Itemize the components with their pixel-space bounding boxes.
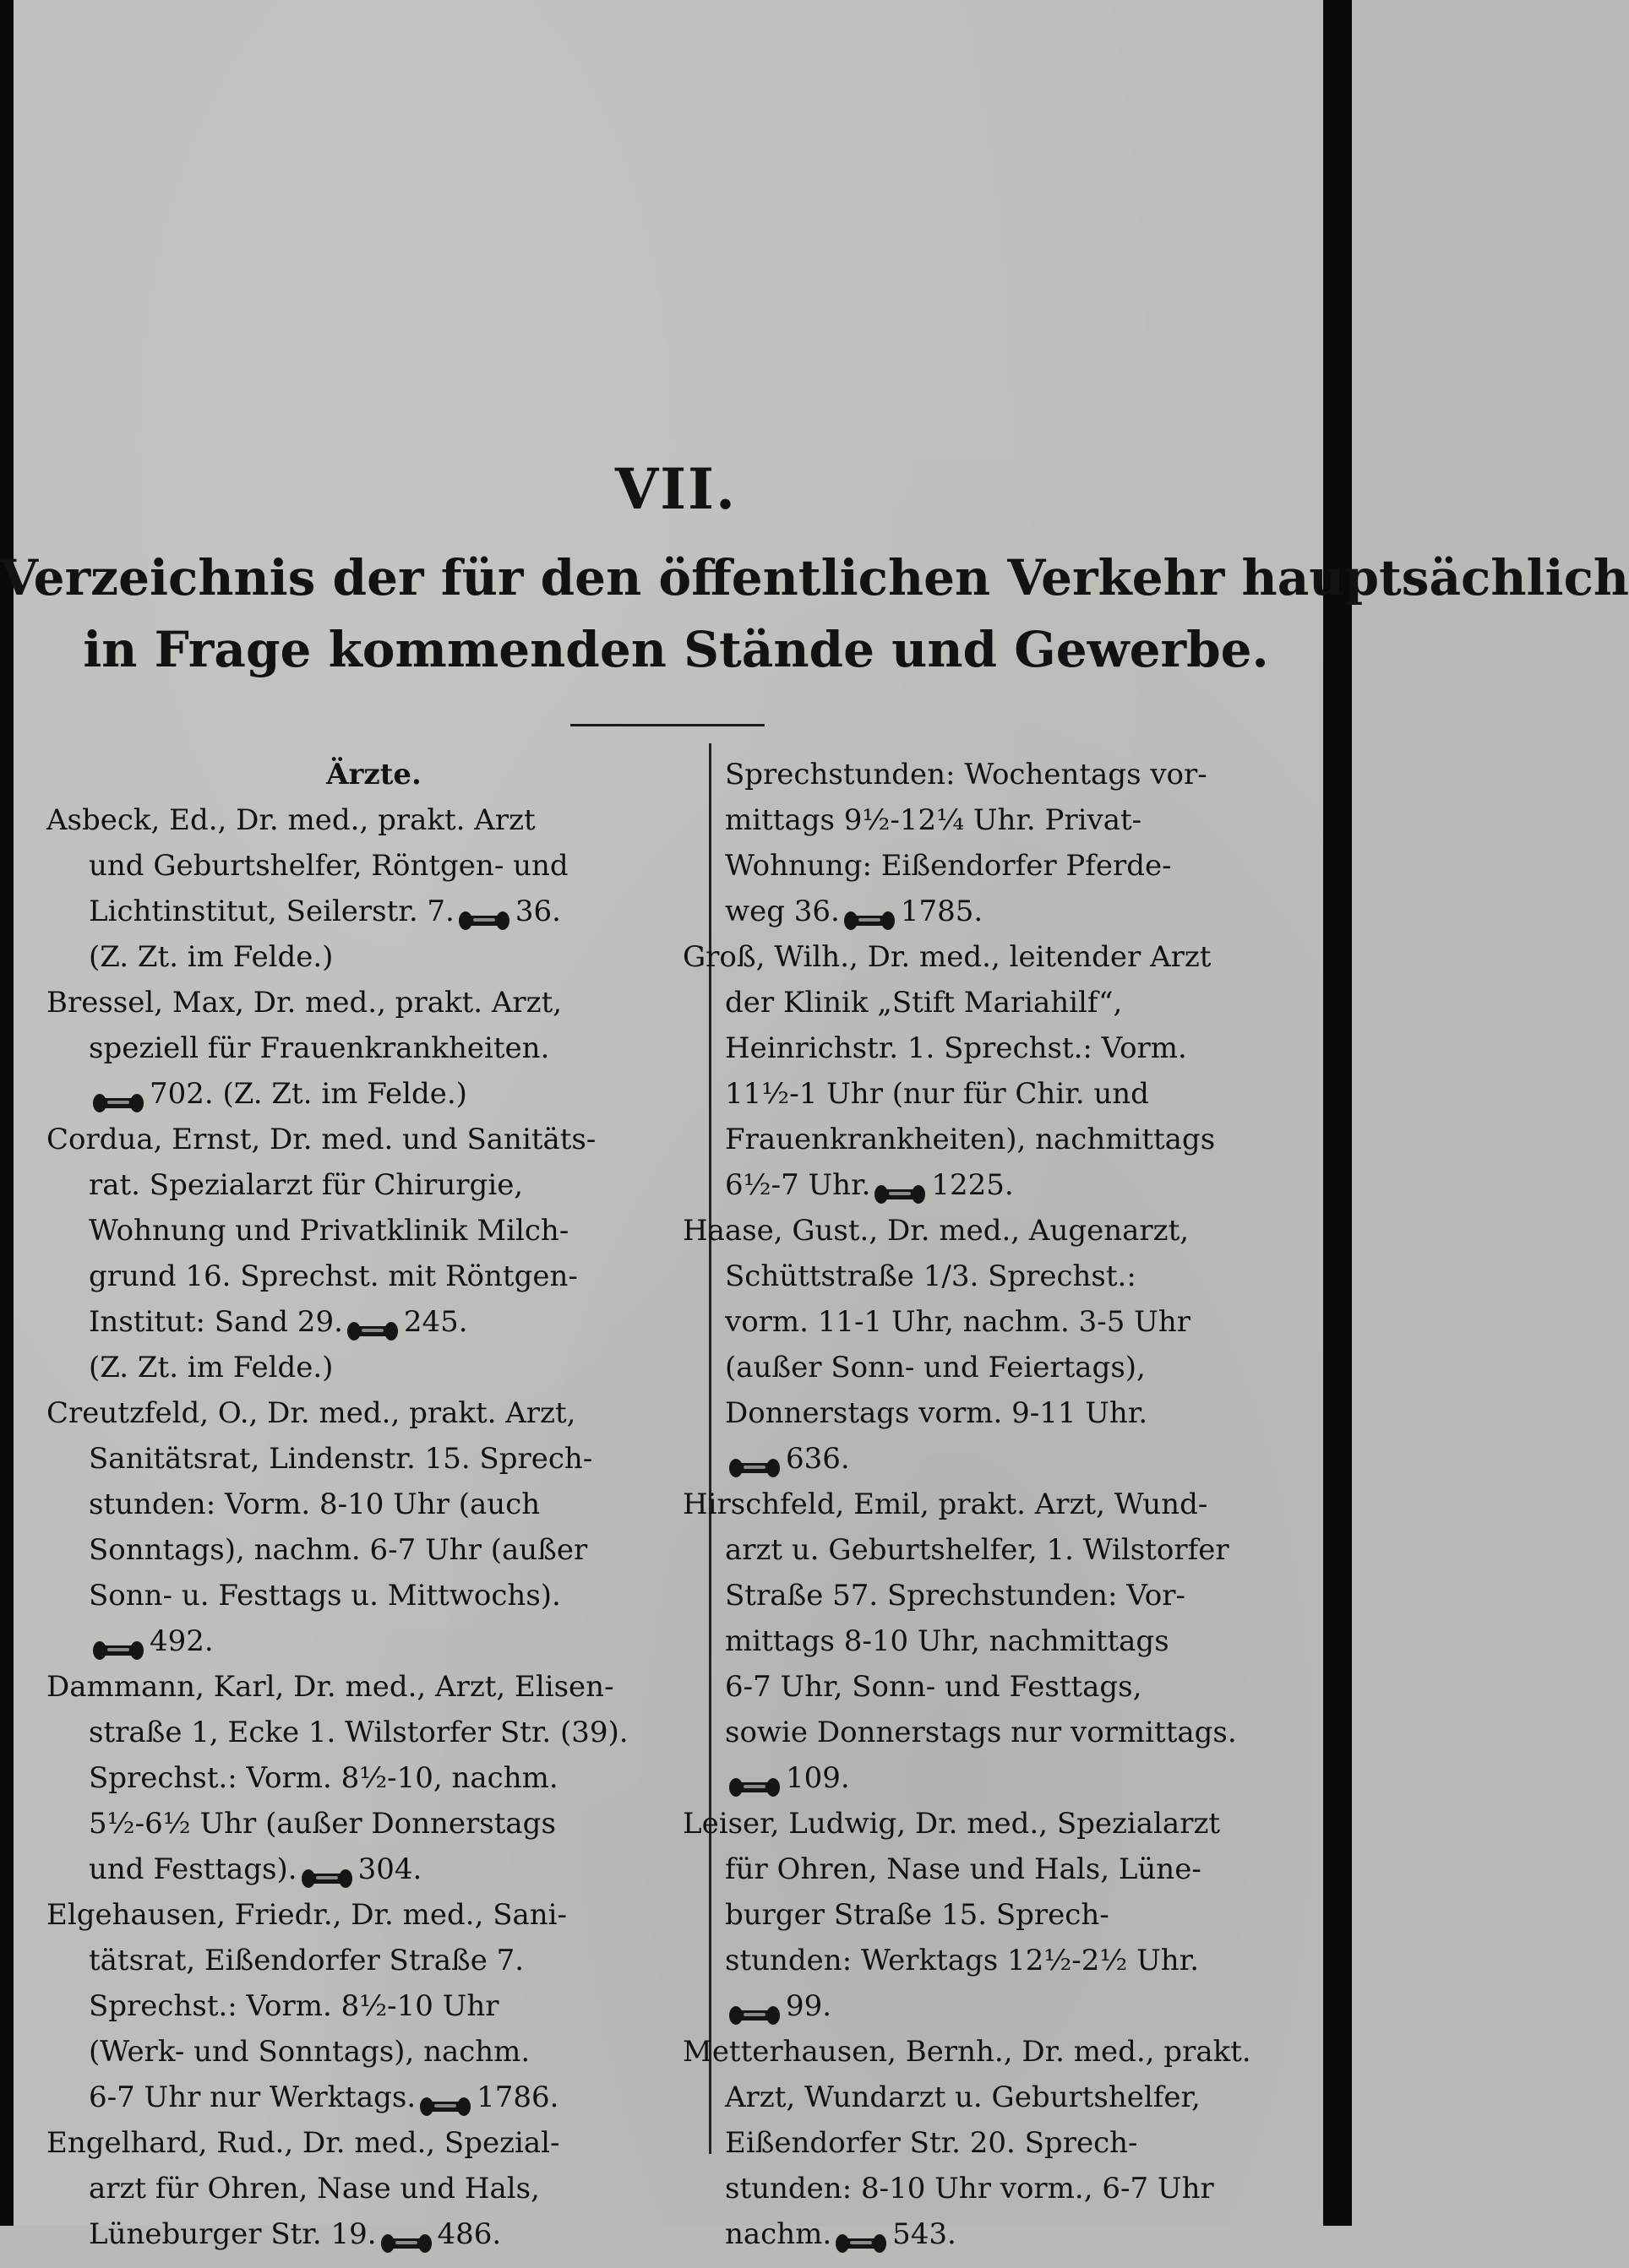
entry-text: 5½-6½ Uhr (außer Donnerstags xyxy=(89,1807,556,1841)
entry-text: Sprechst.: Vorm. 8½-10, nachm. xyxy=(89,1761,558,1795)
entry-text: (außer Sonn- und Feiertags), xyxy=(725,1351,1146,1384)
entry-name-line xyxy=(46,1664,701,1710)
entry-text: Donnerstags vorm. 9-11 Uhr. xyxy=(725,1396,1148,1430)
entry-text: weg 36. xyxy=(725,895,840,928)
entry-text: Arzt, Wundarzt u. Geburtshelfer, xyxy=(725,2080,1201,2114)
entry-line xyxy=(683,1664,1293,1710)
entry-text: Schüttstraße 1/3. Sprechst.: xyxy=(725,1259,1136,1293)
entry-text: Leiser, Ludwig, Dr. med., Spezialarzt xyxy=(683,1807,1221,1841)
entry-text: Engelhard, Rud., Dr. med., Spezial- xyxy=(46,2126,560,2160)
entry-text: nachm. xyxy=(725,2217,832,2251)
entry-text: 11½-1 Uhr (nur für Chir. und xyxy=(725,1077,1149,1111)
entry-text: Sonn- u. Festtags u. Mittwochs). xyxy=(89,1579,561,1613)
entry-text: rat. Spezialarzt für Chirurgie, xyxy=(89,1168,524,1202)
entry-text: speziell für Frauenkrankheiten. xyxy=(89,1031,550,1065)
entry-name-line xyxy=(683,1801,1293,1846)
entry-text: 6½-7 Uhr. xyxy=(725,1168,871,1202)
telephone-receiver-icon xyxy=(419,2086,471,2108)
entry-text: grund 16. Sprechst. mit Röntgen- xyxy=(89,1259,578,1293)
entry-text: der Klinik „Stift Mariahilf“, xyxy=(725,986,1123,1020)
telephone-receiver-icon xyxy=(301,1857,353,1879)
entry-text: Creutzfeld, O., Dr. med., prakt. Arzt, xyxy=(46,1396,576,1430)
phone-number: 702. (Z. Zt. im Felde.) xyxy=(150,1077,467,1111)
entry-line xyxy=(46,889,701,934)
right-entries xyxy=(683,752,1293,2257)
scan-border-left xyxy=(0,0,14,2226)
entry-line xyxy=(683,1117,1293,1162)
entry-line xyxy=(683,1071,1293,1117)
entry-text: Wohnung und Privatklinik Milch- xyxy=(89,1214,569,1248)
entry-line xyxy=(683,1938,1293,1983)
entry-line xyxy=(683,1254,1293,1299)
entry-line xyxy=(683,1299,1293,1345)
entry-line xyxy=(46,1573,701,1618)
entry-name-line xyxy=(683,1482,1293,1527)
entry-line xyxy=(46,1025,701,1071)
entry-name-line xyxy=(683,934,1293,980)
phone-number: 304. xyxy=(357,1852,422,1886)
entry-text: 6-7 Uhr nur Werktags. xyxy=(89,2080,417,2114)
entry-line xyxy=(683,752,1293,797)
phone-number: 543. xyxy=(892,2217,956,2251)
entry-text: Wohnung: Eißendorfer Pferde- xyxy=(725,849,1172,883)
phone-number: 1785. xyxy=(900,895,983,928)
entry-line xyxy=(683,1025,1293,1071)
entry-text: Sprechstunden: Wochentags vor- xyxy=(725,758,1207,791)
entry-line xyxy=(683,889,1293,934)
entry-name-line xyxy=(46,980,701,1025)
phone-number: 36. xyxy=(515,895,561,928)
entry-text: Hirschfeld, Emil, prakt. Arzt, Wund- xyxy=(683,1488,1208,1521)
entry-line xyxy=(683,1345,1293,1390)
phone-number: 1225. xyxy=(931,1168,1014,1202)
entry-line xyxy=(46,1846,701,1892)
telephone-receiver-icon xyxy=(92,1629,144,1651)
entry-text: Straße 57. Sprechstunden: Vor- xyxy=(725,1579,1185,1613)
entry-text: vorm. 11-1 Uhr, nachm. 3-5 Uhr xyxy=(725,1305,1190,1339)
entry-name-line xyxy=(46,1390,701,1436)
right-column xyxy=(683,752,1293,2257)
entry-text: mittags 8-10 Uhr, nachmittags xyxy=(725,1624,1169,1658)
entry-name-line xyxy=(46,2120,701,2166)
phone-number: 99. xyxy=(786,1989,832,2023)
entry-line xyxy=(683,2120,1293,2166)
entry-line xyxy=(683,1390,1293,1436)
phone-number: 486. xyxy=(437,2217,502,2251)
entry-text: arzt für Ohren, Nase und Hals, xyxy=(89,2172,540,2205)
phone-number: 245. xyxy=(403,1305,468,1339)
entry-text: stunden: Werktags 12½-2½ Uhr. xyxy=(725,1944,1200,1977)
entry-line xyxy=(683,1710,1293,1755)
entry-line xyxy=(683,2211,1293,2257)
entry-text: Elgehausen, Friedr., Dr. med., Sani- xyxy=(46,1898,568,1932)
entry-line xyxy=(46,1710,701,1755)
entry-line xyxy=(683,1527,1293,1573)
entry-text: Bressel, Max, Dr. med., prakt. Arzt, xyxy=(46,986,563,1020)
entry-text: und Festtags). xyxy=(89,1852,297,1886)
entry-text: burger Straße 15. Sprech- xyxy=(725,1898,1109,1932)
entry-text: sowie Donnerstags nur vormittags. xyxy=(725,1716,1237,1749)
entry-line xyxy=(46,1983,701,2029)
entry-text: Dammann, Karl, Dr. med., Arzt, Elisen- xyxy=(46,1670,614,1704)
entry-text: straße 1, Ecke 1. Wilstorfer Str. (39). xyxy=(89,1716,629,1749)
entry-name-line xyxy=(46,1892,701,1938)
entry-line xyxy=(46,1482,701,1527)
left-column xyxy=(46,752,701,2257)
entry-line xyxy=(46,843,701,889)
entry-name-line xyxy=(683,2029,1293,2075)
entry-line xyxy=(683,843,1293,889)
entry-text: und Geburtshelfer, Röntgen- und xyxy=(89,849,569,883)
entry-line xyxy=(46,1345,701,1390)
entry-text: Cordua, Ernst, Dr. med. und Sanitäts- xyxy=(46,1123,597,1156)
entry-line xyxy=(683,1755,1293,1801)
entry-name-line xyxy=(683,1208,1293,1254)
entry-line xyxy=(683,980,1293,1025)
entry-line xyxy=(46,1299,701,1345)
section-title-line-2: in Frage kommenden Stände und Gewerbe. xyxy=(83,621,1269,678)
telephone-receiver-icon xyxy=(728,1766,781,1788)
telephone-receiver-icon xyxy=(458,900,510,922)
entry-line xyxy=(683,1573,1293,1618)
entry-text: 6-7 Uhr, Sonn- und Festtags, xyxy=(725,1670,1142,1704)
entry-text: Lichtinstitut, Seilerstr. 7. xyxy=(89,895,455,928)
entry-line xyxy=(46,1938,701,1983)
entry-text: Lüneburger Str. 19. xyxy=(89,2217,377,2251)
entry-line xyxy=(46,934,701,980)
section-number: VII. xyxy=(615,456,737,522)
entry-line xyxy=(46,1755,701,1801)
entry-line xyxy=(46,1162,701,1208)
entry-text: Heinrichstr. 1. Sprechst.: Vorm. xyxy=(725,1031,1187,1065)
telephone-receiver-icon xyxy=(346,1310,399,1332)
scan-border-right xyxy=(1323,0,1352,2226)
phone-number: 1786. xyxy=(477,2080,559,2114)
telephone-receiver-icon xyxy=(835,2222,887,2244)
left-entries xyxy=(46,797,701,2257)
entry-text: stunden: 8-10 Uhr vorm., 6-7 Uhr xyxy=(725,2172,1214,2205)
telephone-receiver-icon xyxy=(728,1994,781,2016)
entry-line xyxy=(683,797,1293,843)
entry-line xyxy=(46,1618,701,1664)
entry-line xyxy=(683,1618,1293,1664)
category-heading: Ärzte. xyxy=(326,758,422,791)
telephone-receiver-icon xyxy=(380,2222,433,2244)
entry-text: Eißendorfer Str. 20. Sprech- xyxy=(725,2126,1138,2160)
entry-name-line xyxy=(46,797,701,843)
entry-text: Groß, Wilh., Dr. med., leitender Arzt xyxy=(683,940,1212,974)
entry-text: mittags 9½-12¼ Uhr. Privat- xyxy=(725,803,1142,837)
telephone-receiver-icon xyxy=(843,900,896,922)
section-title-line-1: Verzeichnis der für den öffentlichen Verkehr hauptsächlich xyxy=(0,549,1629,606)
entry-line xyxy=(683,1162,1293,1208)
title-divider-rule xyxy=(570,724,765,726)
entry-text: stunden: Vorm. 8-10 Uhr (auch xyxy=(89,1488,541,1521)
phone-number: 492. xyxy=(150,1624,214,1658)
entry-line xyxy=(46,2211,701,2257)
entry-text: Frauenkrankheiten), nachmittags xyxy=(725,1123,1216,1156)
entry-text: Asbeck, Ed., Dr. med., prakt. Arzt xyxy=(46,803,536,837)
telephone-receiver-icon xyxy=(874,1173,926,1195)
entry-line xyxy=(46,1436,701,1482)
entry-line xyxy=(683,1983,1293,2029)
entry-text: tätsrat, Eißendorfer Straße 7. xyxy=(89,1944,525,1977)
entry-text: Haase, Gust., Dr. med., Augenarzt, xyxy=(683,1214,1190,1248)
phone-number: 109. xyxy=(786,1761,850,1795)
entry-text: für Ohren, Nase und Hals, Lüne- xyxy=(725,1852,1201,1886)
entry-text: Institut: Sand 29. xyxy=(89,1305,343,1339)
entry-line xyxy=(683,1892,1293,1938)
phone-number: 636. xyxy=(786,1442,850,1476)
entry-name-line xyxy=(46,1117,701,1162)
entry-text: (Z. Zt. im Felde.) xyxy=(89,940,334,974)
entry-line xyxy=(683,2166,1293,2211)
entry-text: Sprechst.: Vorm. 8½-10 Uhr xyxy=(89,1989,499,2023)
entry-text: (Werk- und Sonntags), nachm. xyxy=(89,2035,531,2069)
entry-line xyxy=(46,1071,701,1117)
entry-line xyxy=(683,2075,1293,2120)
entry-text: Sanitätsrat, Lindenstr. 15. Sprech- xyxy=(89,1442,593,1476)
entry-line xyxy=(46,1801,701,1846)
telephone-receiver-icon xyxy=(728,1447,781,1469)
entry-text: (Z. Zt. im Felde.) xyxy=(89,1351,334,1384)
entry-line xyxy=(46,2029,701,2075)
entry-text: Sonntags), nachm. 6-7 Uhr (außer xyxy=(89,1533,588,1567)
telephone-receiver-icon xyxy=(92,1082,144,1104)
entry-line xyxy=(683,1436,1293,1482)
entry-text: arzt u. Geburtshelfer, 1. Wilstorfer xyxy=(725,1533,1229,1567)
entry-line xyxy=(46,2166,701,2211)
entry-line xyxy=(46,1527,701,1573)
entry-line xyxy=(46,1254,701,1299)
entry-line xyxy=(683,1846,1293,1892)
entry-line xyxy=(46,1208,701,1254)
entry-text: Metterhausen, Bernh., Dr. med., prakt. xyxy=(683,2035,1251,2069)
entry-line xyxy=(46,2075,701,2120)
